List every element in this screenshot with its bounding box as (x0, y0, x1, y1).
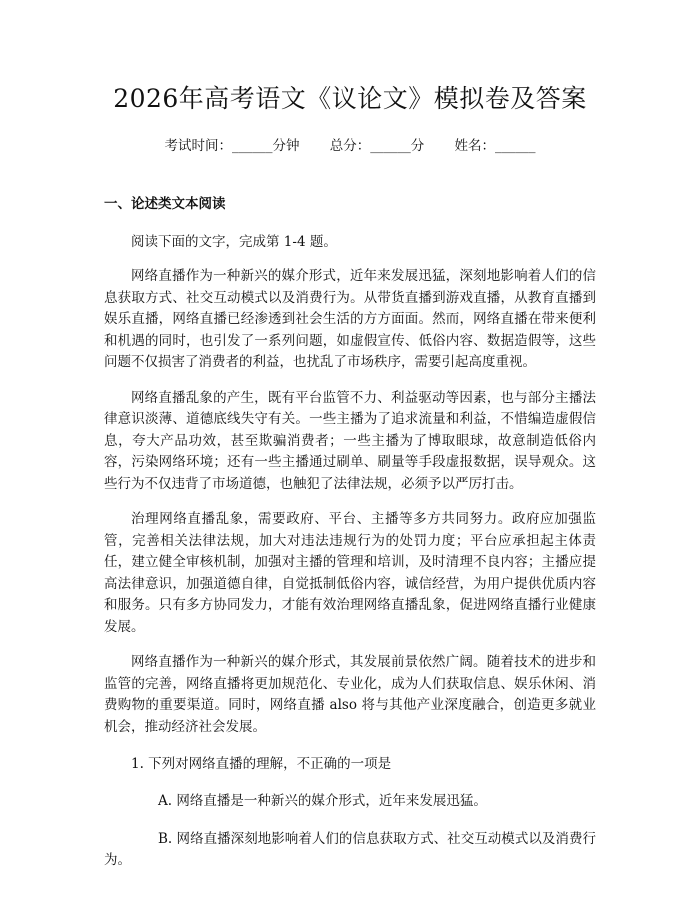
article-paragraph-2: 网络直播乱象的产生，既有平台监管不力、利益驱动等因素，也与部分主播法律意识淡薄、道德底线失守有关。一些主播为了追求流量和利益，不惜编造虚假信息，夸大产品功效，甚至欺骗消费者；一些主播为了博取眼球，故意制造低俗内容，污染网络环境；还有一些主播通过刷单、刷量等手段虚报数据，误导观众。这些行为不仅违背了市场道德，也触犯了法律法规，必须予以严厉打击。 (104, 389, 596, 492)
article-paragraph-1: 网络直播作为一种新兴的媒介形式，近年来发展迅猛，深刻地影响着人们的信息获取方式、社交互动模式以及消费行为。从带货直播到游戏直播，从教育直播到娱乐直播，网络直播已经渗透到社会生活的方方面面。然而，网络直播在带来便利和机遇的同时，也引发了一系列问题，如虚假宣传、低俗内容、数据造假等，这些问题不仅损害了消费者的利益，也扰乱了市场秩序，需要引起高度重视。 (104, 268, 596, 370)
article-paragraph-3: 治理网络直播乱象，需要政府、平台、主播等多方共同努力。政府应加强监管，完善相关法律法规，加大对违法违规行为的处罚力度；平台应承担起主体责任，建立健全审核机制，加强对主播的管理和培训，及时清理不良内容；主播应提高法律意识，加强道德自律，自觉抵制低俗内容，诚信经营，为用户提供优质内容和服务。只有多方协同发力，才能有效治理网络直播乱象，促进网络直播行业健康发展。 (104, 511, 596, 635)
section-heading: 一、论述类文本阅读 (104, 196, 226, 212)
option-a: A. 网络直播是一种新兴的媒介形式，近年来发展迅猛。 (158, 793, 487, 809)
exam-info (104, 136, 596, 156)
exam-name: 姓名：______ (454, 138, 536, 154)
reading-instructions: 阅读下面的文字，完成第 1-4 题。 (131, 234, 337, 250)
exam-time: 考试时间：______分钟 (164, 138, 300, 154)
exam-score: 总分：______分 (329, 138, 425, 154)
article-body (104, 266, 596, 738)
option-b: B. 网络直播深刻地影响着人们的信息获取方式、社交互动模式以及消费行为。 (104, 830, 596, 868)
article-paragraph-4: 网络直播作为一种新兴的媒介形式，其发展前景依然广阔。随着技术的进步和监管的完善，网络直播将更加规范化、专业化，成为人们获取信息、娱乐休闲、消费购物的重要渠道。同时，网络直播 also 将与其他产业深度融合，创造更多就业机会，推动经济社会发展。 (104, 654, 596, 735)
question-stem: 1. 下列对网络直播的理解，不正确的一项是 (131, 756, 392, 772)
document-title: 2026年高考语文《议论文》模拟卷及答案 (113, 84, 587, 113)
